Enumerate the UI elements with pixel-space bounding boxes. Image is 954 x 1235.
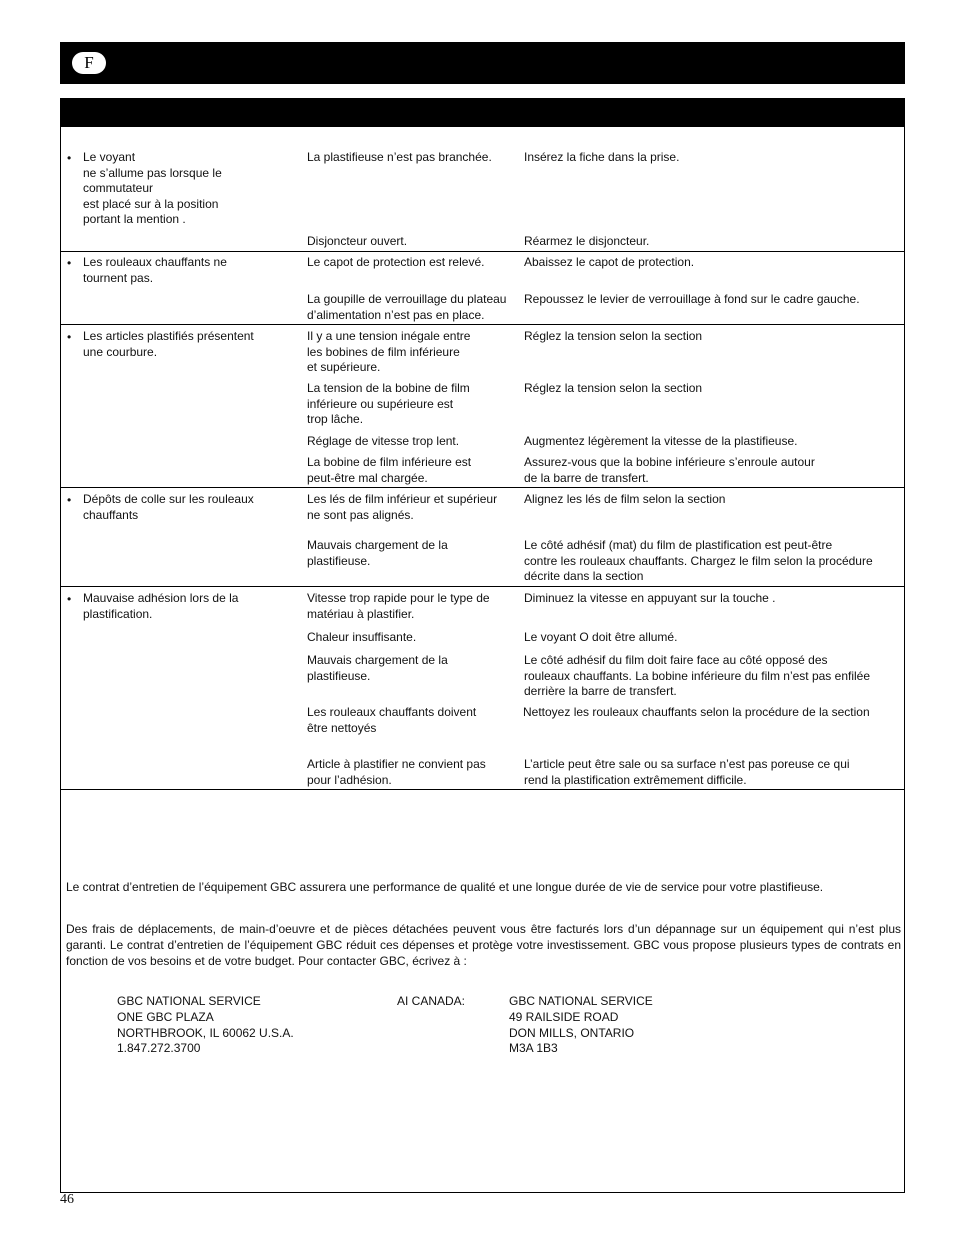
cause-text: La goupille de verrouillage du plateau d’alimentation n’est pas en place.	[307, 292, 507, 322]
solution-text: Nettoyez les rouleaux chauffants selon la procédure de la section	[523, 705, 870, 719]
address-line: GBC NATIONAL SERVICE	[509, 994, 653, 1008]
us-address	[117, 994, 294, 1057]
problem-text: Les rouleaux chauffants ne tournent pas.	[83, 255, 227, 285]
solution-text: Augmentez légèrement la vitesse de la plastifieuse.	[524, 434, 798, 448]
solution-text: Assurez-vous que la bobine inférieure s’enroule autour de la barre de transfert.	[524, 455, 815, 485]
row-divider	[61, 586, 904, 587]
cause-text: Disjoncteur ouvert.	[307, 234, 408, 248]
bullet: •	[67, 493, 72, 507]
solution-text: Réglez la tension selon la section	[524, 381, 703, 395]
solution-text: Le côté adhésif (mat) du film de plastification est peut-être contre les rouleaux chauffants. Chargez le film selon la procédure décrite dans la section	[524, 538, 873, 584]
problem-text: Le voyant ne s’allume pas lorsque le commutateur est placé sur à la position portant la mention .	[83, 150, 222, 227]
cause-text: Réglage de vitesse trop lent.	[307, 434, 460, 448]
solution-text: Abaissez le capot de protection.	[524, 255, 695, 269]
bullet: •	[67, 256, 72, 270]
address-line: GBC NATIONAL SERVICE	[117, 994, 261, 1008]
solution-text: Insérez la fiche dans la prise.	[524, 150, 680, 164]
cause-text: La plastifieuse n’est pas branchée.	[307, 150, 492, 164]
row-divider	[61, 487, 904, 488]
problem-text: Dépôts de colle sur les rouleaux chauffants	[83, 492, 254, 522]
address-line: M3A 1B3	[509, 1041, 558, 1056]
bullet: •	[67, 592, 72, 606]
table-header-bar	[61, 99, 904, 127]
cause-text: Les rouleaux chauffants doivent être nettoyés	[307, 705, 477, 735]
cause-text: Le capot de protection est relevé.	[307, 255, 485, 269]
problem-text: Mauvaise adhésion lors de la plastification.	[83, 591, 239, 621]
solution-text: Repoussez le levier de verrouillage à fond sur le cadre gauche.	[524, 292, 860, 306]
solution-text: Le voyant O doit être allumé.	[524, 630, 678, 644]
cause-text: Vitesse trop rapide pour le type de matériau à plastifier.	[307, 591, 490, 621]
section-header-bar	[60, 42, 905, 84]
language-badge: F	[72, 52, 106, 74]
address-line: 1.847.272.3700	[117, 1041, 201, 1056]
bullet: •	[67, 151, 72, 165]
row-divider	[61, 251, 904, 252]
cause-text: La tension de la bobine de film inférieure ou supérieure est trop lâche.	[307, 381, 470, 427]
service-paragraph-1: Le contrat d’entretien de l’équipement GBC assurera une performance de qualité et une longue durée de vie de service pour votre plastifieuse.	[66, 880, 824, 894]
service-paragraph-2: Des frais de déplacements, de main-d’oeuvre et de pièces détachées peuvent vous être facturés lors d’un dépannage sur un équipement qui n’est plus garanti. Le contrat d’entretien de l’équipement GBC réduit ces dépenses et protège votre investissement. GBC vous propose plusieurs types de contrats en fonction de vos besoins et de votre budget. Pour contacter GBC, écrivez à :	[66, 922, 901, 968]
canada-label: AI CANADA:	[397, 994, 466, 1008]
solution-text: Réarmez le disjoncteur.	[524, 234, 650, 248]
cause-text: Les lés de film inférieur et supérieur ne sont pas alignés.	[307, 492, 498, 522]
problem-text: Les articles plastifiés présentent une courbure.	[83, 329, 254, 359]
bullet: •	[67, 330, 72, 344]
solution-text: L’article peut être sale ou sa surface n’est pas poreuse ce qui rend la plastification extrêmement difficile.	[524, 757, 850, 787]
page-number: 46	[60, 1192, 74, 1207]
cause-text: Il y a une tension inégale entre les bobines de film inférieure et supérieure.	[307, 329, 471, 375]
address-line: ONE GBC PLAZA	[117, 1009, 214, 1024]
solution-text: Diminuez la vitesse en appuyant sur la touche .	[524, 591, 776, 605]
solution-text: Alignez les lés de film selon la section	[524, 492, 726, 506]
row-divider	[61, 789, 904, 790]
row-divider	[61, 324, 904, 325]
cause-text: Article à plastifier ne convient pas pour l’adhésion.	[307, 757, 486, 787]
address-line: DON MILLS, ONTARIO	[509, 1025, 635, 1040]
canada-address	[509, 994, 653, 1057]
solution-text: Le côté adhésif du film doit faire face au côté opposé des rouleaux chauffants. La bobine inférieure du film n’est pas enfilée derrière la barre de transfert.	[524, 653, 871, 699]
cause-text: La bobine de film inférieure est peut-être mal chargée.	[307, 455, 472, 485]
cause-text: Mauvais chargement de la plastifieuse.	[307, 538, 448, 568]
cause-text: Mauvais chargement de la plastifieuse.	[307, 653, 448, 683]
solution-text: Réglez la tension selon la section	[524, 329, 703, 343]
page-frame	[60, 98, 905, 1193]
address-line: NORTHBROOK, IL 60062 U.S.A.	[117, 1025, 294, 1040]
address-line: 49 RAILSIDE ROAD	[509, 1009, 619, 1024]
cause-text: Chaleur insuffisante.	[307, 630, 417, 644]
